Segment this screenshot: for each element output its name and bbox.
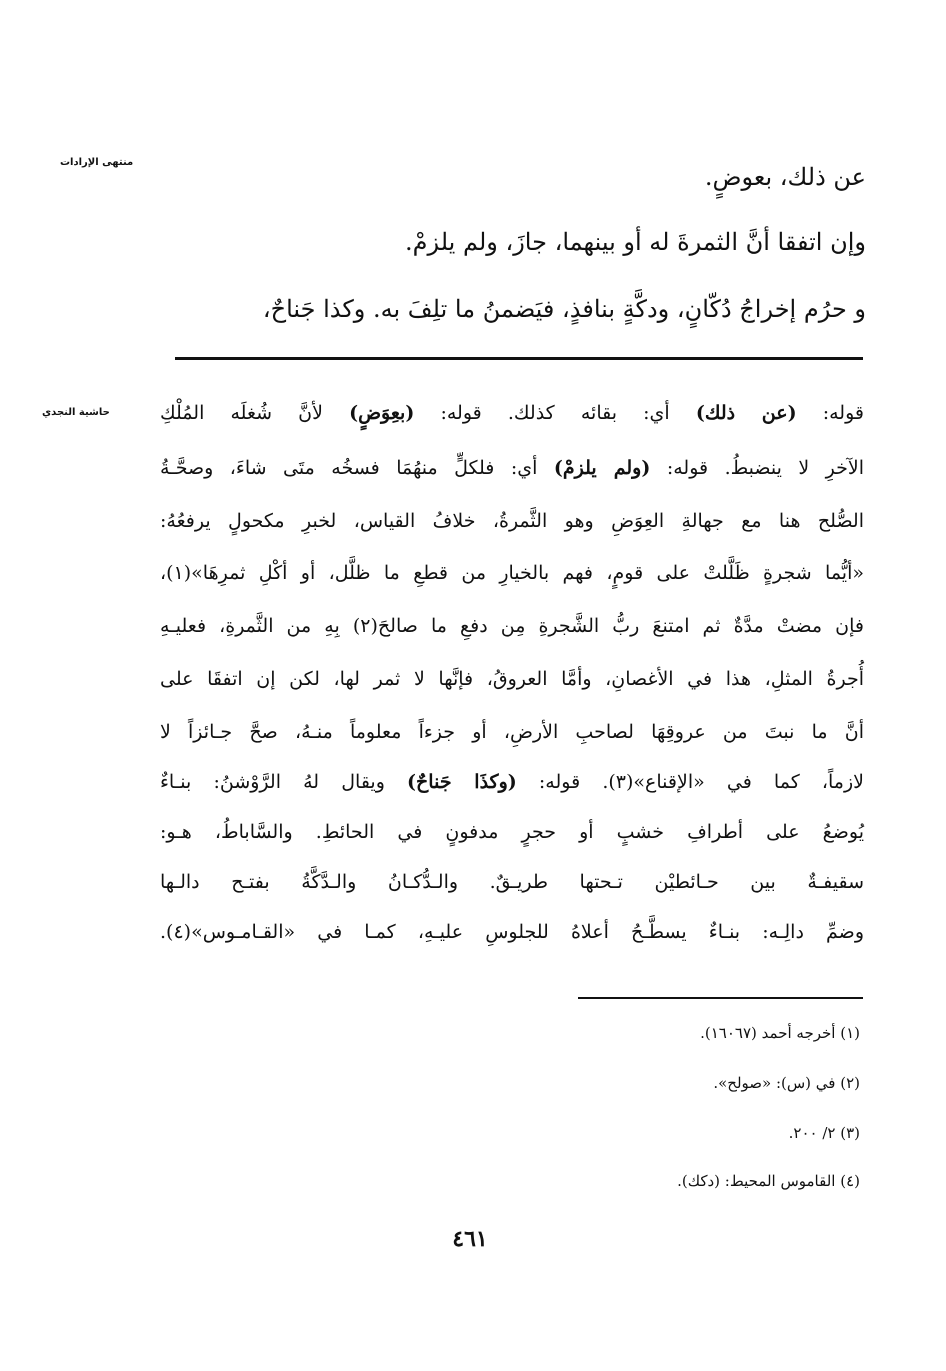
quoted-phrase: (ولم يلزمْ): [553, 457, 651, 479]
commentary-segment: أي: فلكلٍّ منهُمَا فسخُه متَى شاءَ، وصحَّـةُ: [160, 457, 554, 479]
commentary-segment: أي: بقائه كذلك. قوله:: [414, 402, 696, 424]
footnote: (١) أخرجه أحمد (١٦٠٦٧).: [700, 1024, 860, 1042]
commentary-segment: أُجرةُ المثلِ، هذا في الأغصانِ، وأمَّا العروقُ، فإنَّها لا ثمر لها، لكن إن اتفقَا على: [160, 668, 864, 690]
commentary-segment: «أيُّما شجرةٍ ظَلَّلتْ على قومٍ، فهم بالخيارِ من قطعِ ما ظلَّل، أو أكْلِ ثمرِهَا»(١)،: [160, 562, 864, 584]
commentary-segment: لازماً، كما في «الإقناع»(٣). قوله:: [516, 771, 864, 793]
commentary-line: [160, 717, 864, 747]
quoted-phrase: (وكذَا جَناحٌ): [407, 771, 517, 793]
commentary-line: [160, 817, 864, 847]
commentary-line: [160, 506, 864, 536]
commentary-segment: يُوضعُ على أطرافِ خشبٍ أو حجرٍ مدفونٍ في الحائطِ. والسَّاباطُ، هـو:: [160, 821, 864, 843]
commentary-line: [160, 867, 864, 897]
commentary-line: [160, 611, 864, 641]
commentary-segment: لأنَّ شُغلَه المُلْكِ: [160, 402, 350, 424]
commentary-title-label: حاشية النجدي: [42, 407, 110, 418]
main-text-line: عن ذلك، بعوضٍ.: [704, 163, 866, 191]
footnote: (٤) القاموس المحيط: (دكك).: [677, 1172, 860, 1190]
footnote: (٣) ٢/ ٢٠٠.: [788, 1124, 860, 1142]
page-number: ٤٦١: [452, 1226, 488, 1252]
commentary-segment: قوله:: [796, 402, 864, 424]
book-title-label: منتهى الإرادات: [60, 157, 134, 168]
commentary-line: [160, 398, 864, 428]
commentary-segment: أنَّ ما نبتَ من عروقِهَا لصاحبِ الأرضِ، أو جزءاً معلوماً منـهُ، صحَّ جـائزاً لا: [160, 721, 864, 743]
commentary-line: [160, 558, 864, 588]
footnote-divider: [578, 997, 863, 999]
quoted-phrase: (عن ذلك): [695, 402, 797, 424]
commentary-line: [160, 664, 864, 694]
commentary-segment: الصُّلح هنا مع جهالةِ العِوَضِ وهو الثَّمرةُ، خلافُ القياس، لخبرِ مكحولٍ يرفعُهُ:: [160, 510, 864, 532]
commentary-segment: فإن مضتْ مدَّةٌ ثم امتنعَ ربُّ الشَّجرةِ مِن دفعِ ما صالحَ(٢) بِهِ من الثَّمرةِ، فعليـهِ: [160, 615, 864, 637]
commentary-line: [160, 767, 864, 797]
commentary-segment: وضمِّ دالِـه: بنـاءٌ يسطَّـحُ أعلاهُ للجلوسِ عليـهِ، كمـا في «القـامـوس»(٤).: [160, 921, 864, 943]
section-divider: [175, 357, 863, 360]
main-text-line: و حرُم إخراجُ دُكّانٍ، ودكَّةٍ بنافذٍ، فيَضمنُ ما تلِفَ به. وكذا جَناحٌ،: [262, 295, 866, 323]
footnote: (٢) في (س): «صولح».: [713, 1074, 860, 1092]
commentary-line: [160, 917, 864, 947]
commentary-segment: الآخرِ لا ينضبطُ. قوله:: [650, 457, 865, 479]
commentary-line: [160, 453, 864, 483]
quoted-phrase: (بعِوَضٍ): [349, 402, 415, 424]
main-text-line: وإن اتفقا أنَّ الثمرةَ له أو بينهما، جازَ، ولم يلزمْ.: [404, 228, 866, 256]
commentary-segment: ويقال لهُ الرَّوْشنُ: بنـاءٌ: [160, 771, 408, 793]
commentary-segment: سقيفـةٌ بين حـائطيْن تـحتها طريـقٌ. والـدُّكـانُ والـدَّكَّةُ بفتـح دالـها: [160, 871, 864, 893]
